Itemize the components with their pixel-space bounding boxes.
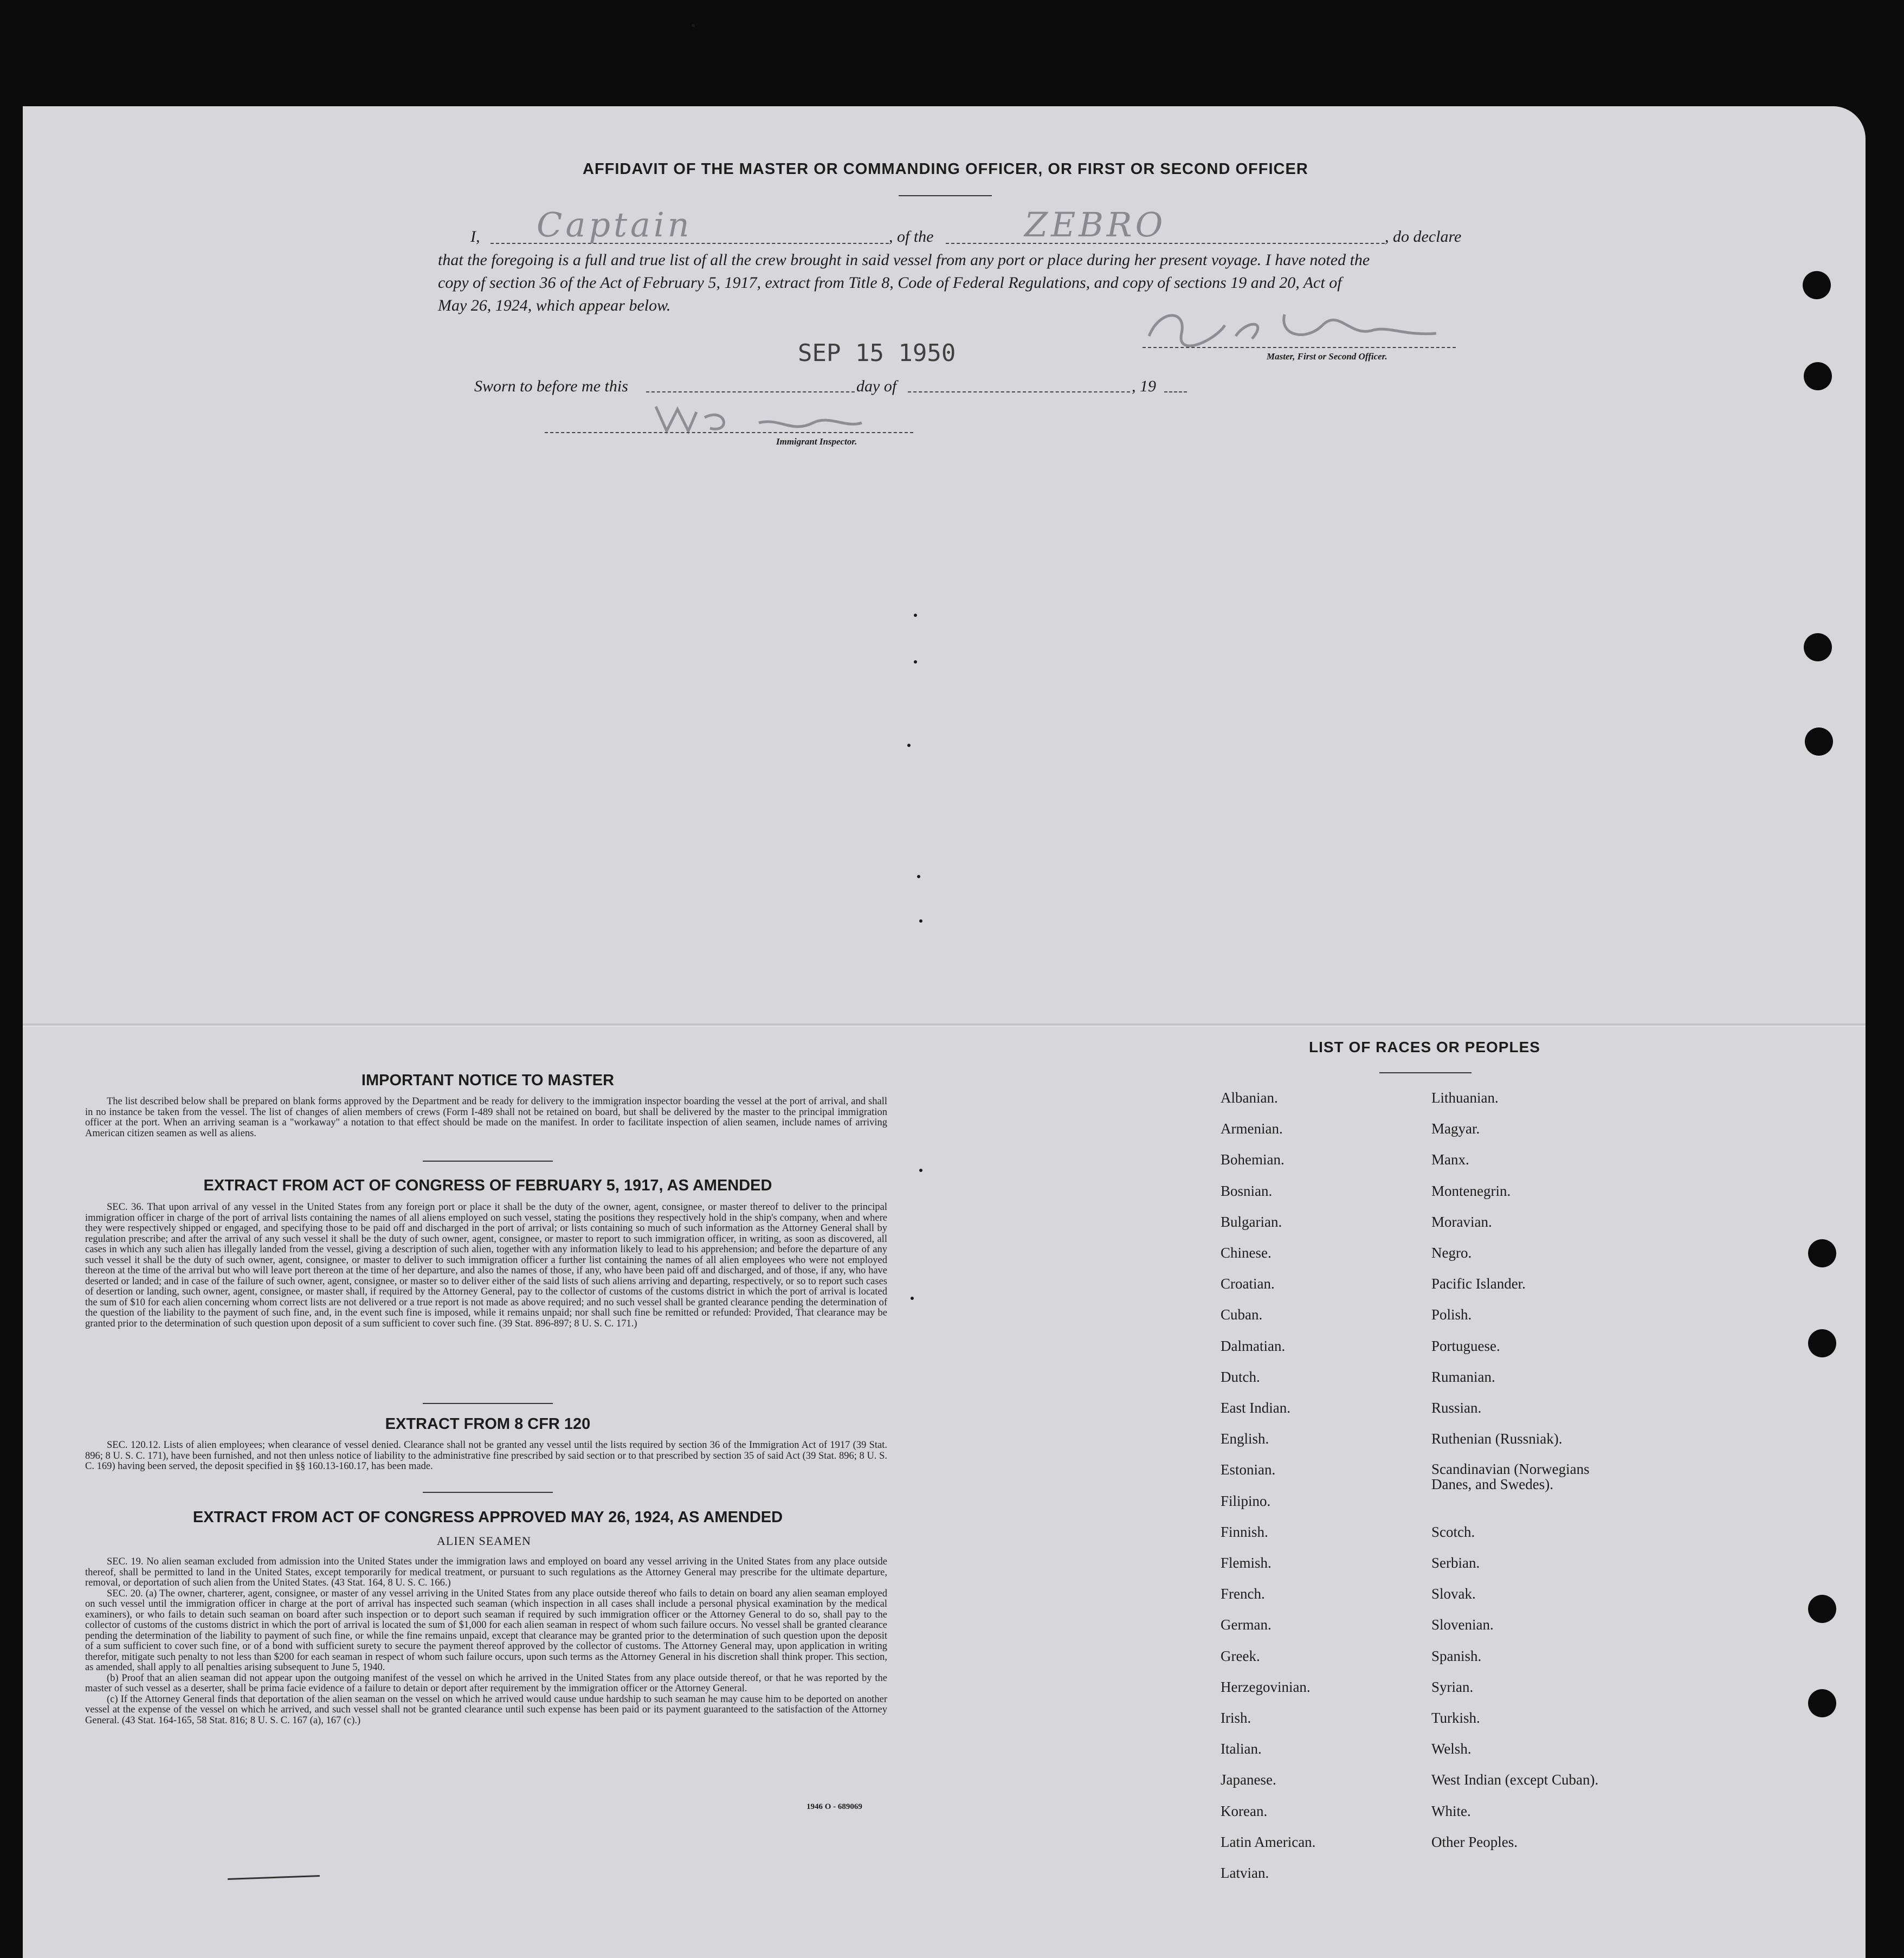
- race-item: Manx.: [1431, 1151, 1469, 1168]
- race-item: Magyar.: [1431, 1120, 1480, 1137]
- extract-1924-text: [85, 1557, 887, 1726]
- race-item: Montenegrin.: [1431, 1182, 1511, 1199]
- race-item: Welsh.: [1431, 1741, 1471, 1757]
- section-20c-paragraph: (c) If the Attorney General finds that deportation of the alien seaman on the vessel on which he arrived would cause undue hardship to such seaman he may cause him to be deported on another vessel at the expense of the vessel on which he arrived, and such vessel shall not be granted clearance until such expense has been paid or its payment guaranteed to the satisfaction of the Attorney General. (43 Stat. 164-165, 58 Stat. 816; 8 U. S. C. 167 (a), 167 (c).): [85, 1693, 887, 1726]
- signature-label: Master, First or Second Officer.: [1267, 351, 1387, 362]
- handwritten-name: Captain: [537, 205, 693, 244]
- race-item: Other Peoples.: [1431, 1833, 1518, 1850]
- race-item: Chinese.: [1221, 1245, 1272, 1261]
- stray-mark: [914, 660, 917, 664]
- sworn-year-line: [1164, 391, 1187, 392]
- race-item: Bosnian.: [1221, 1182, 1273, 1199]
- year-label: , 19: [1132, 377, 1156, 395]
- stray-mark: [914, 614, 917, 617]
- handwritten-vessel: ZEBRO: [1024, 205, 1166, 244]
- race-item: Dutch.: [1221, 1368, 1260, 1385]
- sworn-label: Sworn to before me this: [474, 377, 628, 395]
- race-item: Finnish.: [1221, 1523, 1268, 1540]
- race-item: Dalmatian.: [1221, 1337, 1286, 1354]
- race-item: Turkish.: [1431, 1710, 1480, 1726]
- race-item: English.: [1221, 1431, 1269, 1447]
- race-item: Polish.: [1431, 1306, 1472, 1323]
- race-item: Estonian.: [1221, 1461, 1276, 1478]
- punch-hole: [1804, 362, 1832, 390]
- race-item: Korean.: [1221, 1802, 1268, 1819]
- of-the-label: , of the: [889, 228, 934, 246]
- sworn-month-line: [908, 391, 1130, 392]
- section-20a-paragraph: SEC. 20. (a) The owner, charterer, agent, consignee, or master of any vessel arriving in the United States from any place outside thereof who fails to detain on board any alien seaman employed on such vessel until the immigration officer in charge at the port of arrival has inspected such seaman (which inspection in all cases shall include a personal physical examination by the medical examiners), or who fails to detain such seaman on board after such inspection or to deport such seaman if required by such immigration officer or the Attorney General to do so, shall pay to the collector of customs of the customs district in which the port of arrival is located the sum of $1,000 for each alien seaman in respect of whom such failure occurs. No vessel shall be granted clearance pending the determination of the liability to payment of such fine, or while the fine remains unpaid, except that clearance may be granted prior to the determination of such question upon the deposit of a sum sufficient to cover such fine, or of a bond with sufficient surety to secure the payment thereof approved by the collector of customs. The Attorney General may, upon application in writing therefor, mitigate such penalty to not less than $200 for each seaman in respect of whom such failure occurs, upon such terms as the Attorney General in his discretion shall think proper. This section, as amended, shall apply to all penalties arising subsequent to June 5, 1940.: [85, 1588, 887, 1673]
- declaration-line-4: May 26, 1924, which appear below.: [438, 297, 671, 314]
- inspector-line: [545, 432, 913, 433]
- race-item: Negro.: [1431, 1245, 1472, 1261]
- officer-signature: [1144, 304, 1447, 352]
- race-item: Latvian.: [1221, 1865, 1269, 1881]
- extract-1917-text: SEC. 36. That upon arrival of any vessel in the United States from any foreign port or place it shall be the duty of the owner, agent, consignee, or master thereof to deliver to the principal immigration officer in charge of the port of arrival lists containing the names of all aliens employed on such vessel, stating the positions they respectively hold in the ship's company, when and where they were respectively shipped or engaged, and specifying those to be paid off and discharged in the port of arrival; or lists containing so much of such information as the Attorney General shall by regulation prescribe; and after the arrival of any such vessel it shall be the duty of such owner, agent, consignee, or master to report to such immigration officer, in writing, as soon as discovered, all cases in which any such alien has illegally landed from the vessel, giving a description of such alien, together with any information likely to lead to his apprehension; and before the departure of any such vessel it shall be the duty of such owner, agent, consignee, or master to deliver to such immigration officer a further list containing the names of all alien employees who were not employed thereon at the time of the arrival but who will leave port thereon at the time of her departure, and also the names of those, if any, who have been paid off and discharged, and of those, if any, who have deserted or landed; and in case of the failure of such owner, agent, consignee, or master so to deliver either of the said lists of such aliens arriving and departing, respectively, or so to report such cases of desertion or landing, such owner, agent, consignee, or master shall, if required by the Attorney General, pay to the collector of customs of the customs district in which the port of arrival is located the sum of $10 for each alien concerning whom correct lists are not delivered or a true report is not made as above required; and no such vessel shall be granted clearance pending the determination of the question of the liability to the payment of such fine, and, in the event such fine is imposed, while it remains unpaid; nor shall such fine be remitted or refunded: Provided, That clearance may be granted prior to the determination of such question upon deposit of a sum sufficient to cover such fine. (39 Stat. 896-897; 8 U. S. C. 171.): [85, 1202, 887, 1329]
- race-item: White.: [1431, 1802, 1471, 1819]
- punch-hole: [1803, 271, 1831, 299]
- stray-mark: [919, 1169, 922, 1172]
- stray-mark: [911, 1297, 914, 1300]
- race-item: French.: [1221, 1586, 1265, 1602]
- race-item: Armenian.: [1221, 1120, 1283, 1137]
- declaration-line-2: that the foregoing is a full and true list of all the crew brought in said vessel from any port or place during her present voyage. I have noted the: [438, 251, 1370, 269]
- race-item: German.: [1221, 1616, 1272, 1633]
- punch-hole: [1808, 1329, 1836, 1357]
- sworn-day-line: [646, 391, 855, 392]
- race-item: Bulgarian.: [1221, 1213, 1282, 1230]
- inspector-label: Immigrant Inspector.: [776, 436, 857, 447]
- race-item: Flemish.: [1221, 1555, 1272, 1571]
- races-divider: [1379, 1072, 1471, 1073]
- race-item: Portuguese.: [1431, 1337, 1500, 1354]
- race-item: Bohemian.: [1221, 1151, 1285, 1168]
- stray-mark: [907, 744, 911, 747]
- race-item: Ruthenian (Russniak).: [1431, 1431, 1563, 1447]
- race-item: Slovenian.: [1431, 1616, 1494, 1633]
- section-divider: [423, 1492, 553, 1493]
- extract-cfr-text: SEC. 120.12. Lists of alien employees; when clearance of vessel denied. Clearance shall not be granted any vessel until the lists required by section 36 of the Immigration Act of 1917 (39 Stat. 896; 8 U. S. C. 171), have been furnished, and not then unless notice of liability to the administrative fine prescribed by said section or to that prescribed by section 35 of said Act (39 Stat. 896; 8 U. S. C. 169) having been served, the deposit specified in §§ 160.13-160.17, has been made.: [85, 1440, 887, 1472]
- extract-1924-title: EXTRACT FROM ACT OF CONGRESS APPROVED MAY 26, 1924, AS AMENDED: [192, 1509, 783, 1526]
- punch-hole: [1808, 1239, 1836, 1267]
- race-item: Albanian.: [1221, 1090, 1278, 1106]
- stray-mark: [692, 24, 695, 27]
- race-item: Spanish.: [1431, 1647, 1482, 1664]
- i-label: I,: [470, 228, 480, 246]
- section-divider: [423, 1161, 553, 1162]
- race-item: Rumanian.: [1431, 1368, 1495, 1385]
- affidavit-title: AFFIDAVIT OF THE MASTER OR COMMANDING OFFICER, OR FIRST OR SECOND OFFICER: [583, 160, 1308, 178]
- race-item: Croatian.: [1221, 1276, 1275, 1292]
- title-divider: [899, 195, 992, 196]
- race-item: East Indian.: [1221, 1400, 1290, 1416]
- race-item: Pacific Islander.: [1431, 1276, 1526, 1292]
- punch-hole: [1808, 1689, 1836, 1717]
- page-fold: [23, 1023, 1866, 1027]
- section-divider: [423, 1403, 553, 1404]
- race-item: Greek.: [1221, 1647, 1260, 1664]
- race-item: Irish.: [1221, 1710, 1251, 1726]
- race-item: Filipino.: [1221, 1492, 1271, 1509]
- notice-title: IMPORTANT NOTICE TO MASTER: [361, 1072, 615, 1089]
- race-item: West Indian (except Cuban).: [1431, 1772, 1599, 1788]
- notice-text: The list described below shall be prepared on blank forms approved by the Department and be ready for delivery to the immigration inspector boarding the vessel at the port of arrival, and shall in no instance be taken from the vessel. The list of changes of alien members of crews (Form I-489 shall not be retained on board, but shall be delivered by the master to the principal immigration officer at the port. When an arriving seaman is a "workaway" a notation to that effect should be made on the manifest. In order to facilitate inspection of alien seamen, include names of arriving American citizen seamen as well as aliens.: [85, 1096, 887, 1139]
- stray-mark: [919, 919, 922, 923]
- stray-mark: [917, 875, 920, 878]
- race-item: Cuban.: [1221, 1306, 1263, 1323]
- race-item: Scandinavian (Norwegians Danes, and Swedes).: [1431, 1461, 1590, 1493]
- race-item: Syrian.: [1431, 1678, 1474, 1695]
- race-item: Scotch.: [1431, 1523, 1475, 1540]
- race-item: Italian.: [1221, 1741, 1262, 1757]
- print-code: 1946 O - 689069: [806, 1802, 862, 1811]
- race-item: Moravian.: [1431, 1213, 1492, 1230]
- race-item: Russian.: [1431, 1400, 1482, 1416]
- punch-hole: [1805, 727, 1833, 756]
- extract-1917-title: EXTRACT FROM ACT OF CONGRESS OF FEBRUARY 5, 1917, AS AMENDED: [203, 1177, 772, 1194]
- date-stamp: SEP 15 1950: [798, 339, 956, 367]
- section-19-paragraph: SEC. 19. No alien seaman excluded from admission into the United States under the immigration laws and employed on board any vessel arriving in the United States from any place outside thereof, shall be permitted to land in the United States, except temporarily for medical treatment, or pursuant to such regulations as the Attorney General may prescribe for the ultimate departure, removal, or deportation of such alien from the United States. (43 Stat. 164, 8 U. S. C. 166.): [85, 1556, 887, 1588]
- race-item: Lithuanian.: [1431, 1090, 1499, 1106]
- race-item: Herzegovinian.: [1221, 1678, 1311, 1695]
- race-item: Slovak.: [1431, 1586, 1476, 1602]
- section-20b-paragraph: (b) Proof that an alien seaman did not appear upon the outgoing manifest of the vessel on which he arrived in the United States from any place outside thereof, or that he was reported by the master of such vessel as a deserter, shall be prima facie evidence of a failure to detain or deport after requirement by the immigration officer or the Attorney General.: [85, 1672, 887, 1694]
- declaration-line-3: copy of section 36 of the Act of February 5, 1917, extract from Title 8, Code of Federal Regulations, and copy of sections 19 and 20, Act of: [438, 274, 1342, 292]
- inspector-signature: [650, 401, 867, 439]
- race-item: Serbian.: [1431, 1555, 1480, 1571]
- punch-hole: [1808, 1595, 1836, 1623]
- alien-seamen-subtitle: ALIEN SEAMEN: [437, 1534, 531, 1548]
- race-item: Latin American.: [1221, 1833, 1316, 1850]
- signature-line: [1143, 347, 1456, 348]
- races-title: LIST OF RACES OR PEOPLES: [1309, 1039, 1540, 1055]
- extract-cfr-title: EXTRACT FROM 8 CFR 120: [385, 1415, 591, 1433]
- do-declare-label: , do declare: [1385, 228, 1462, 246]
- day-of-label: day of: [856, 377, 897, 395]
- race-item: Japanese.: [1221, 1772, 1276, 1788]
- punch-hole: [1804, 633, 1832, 661]
